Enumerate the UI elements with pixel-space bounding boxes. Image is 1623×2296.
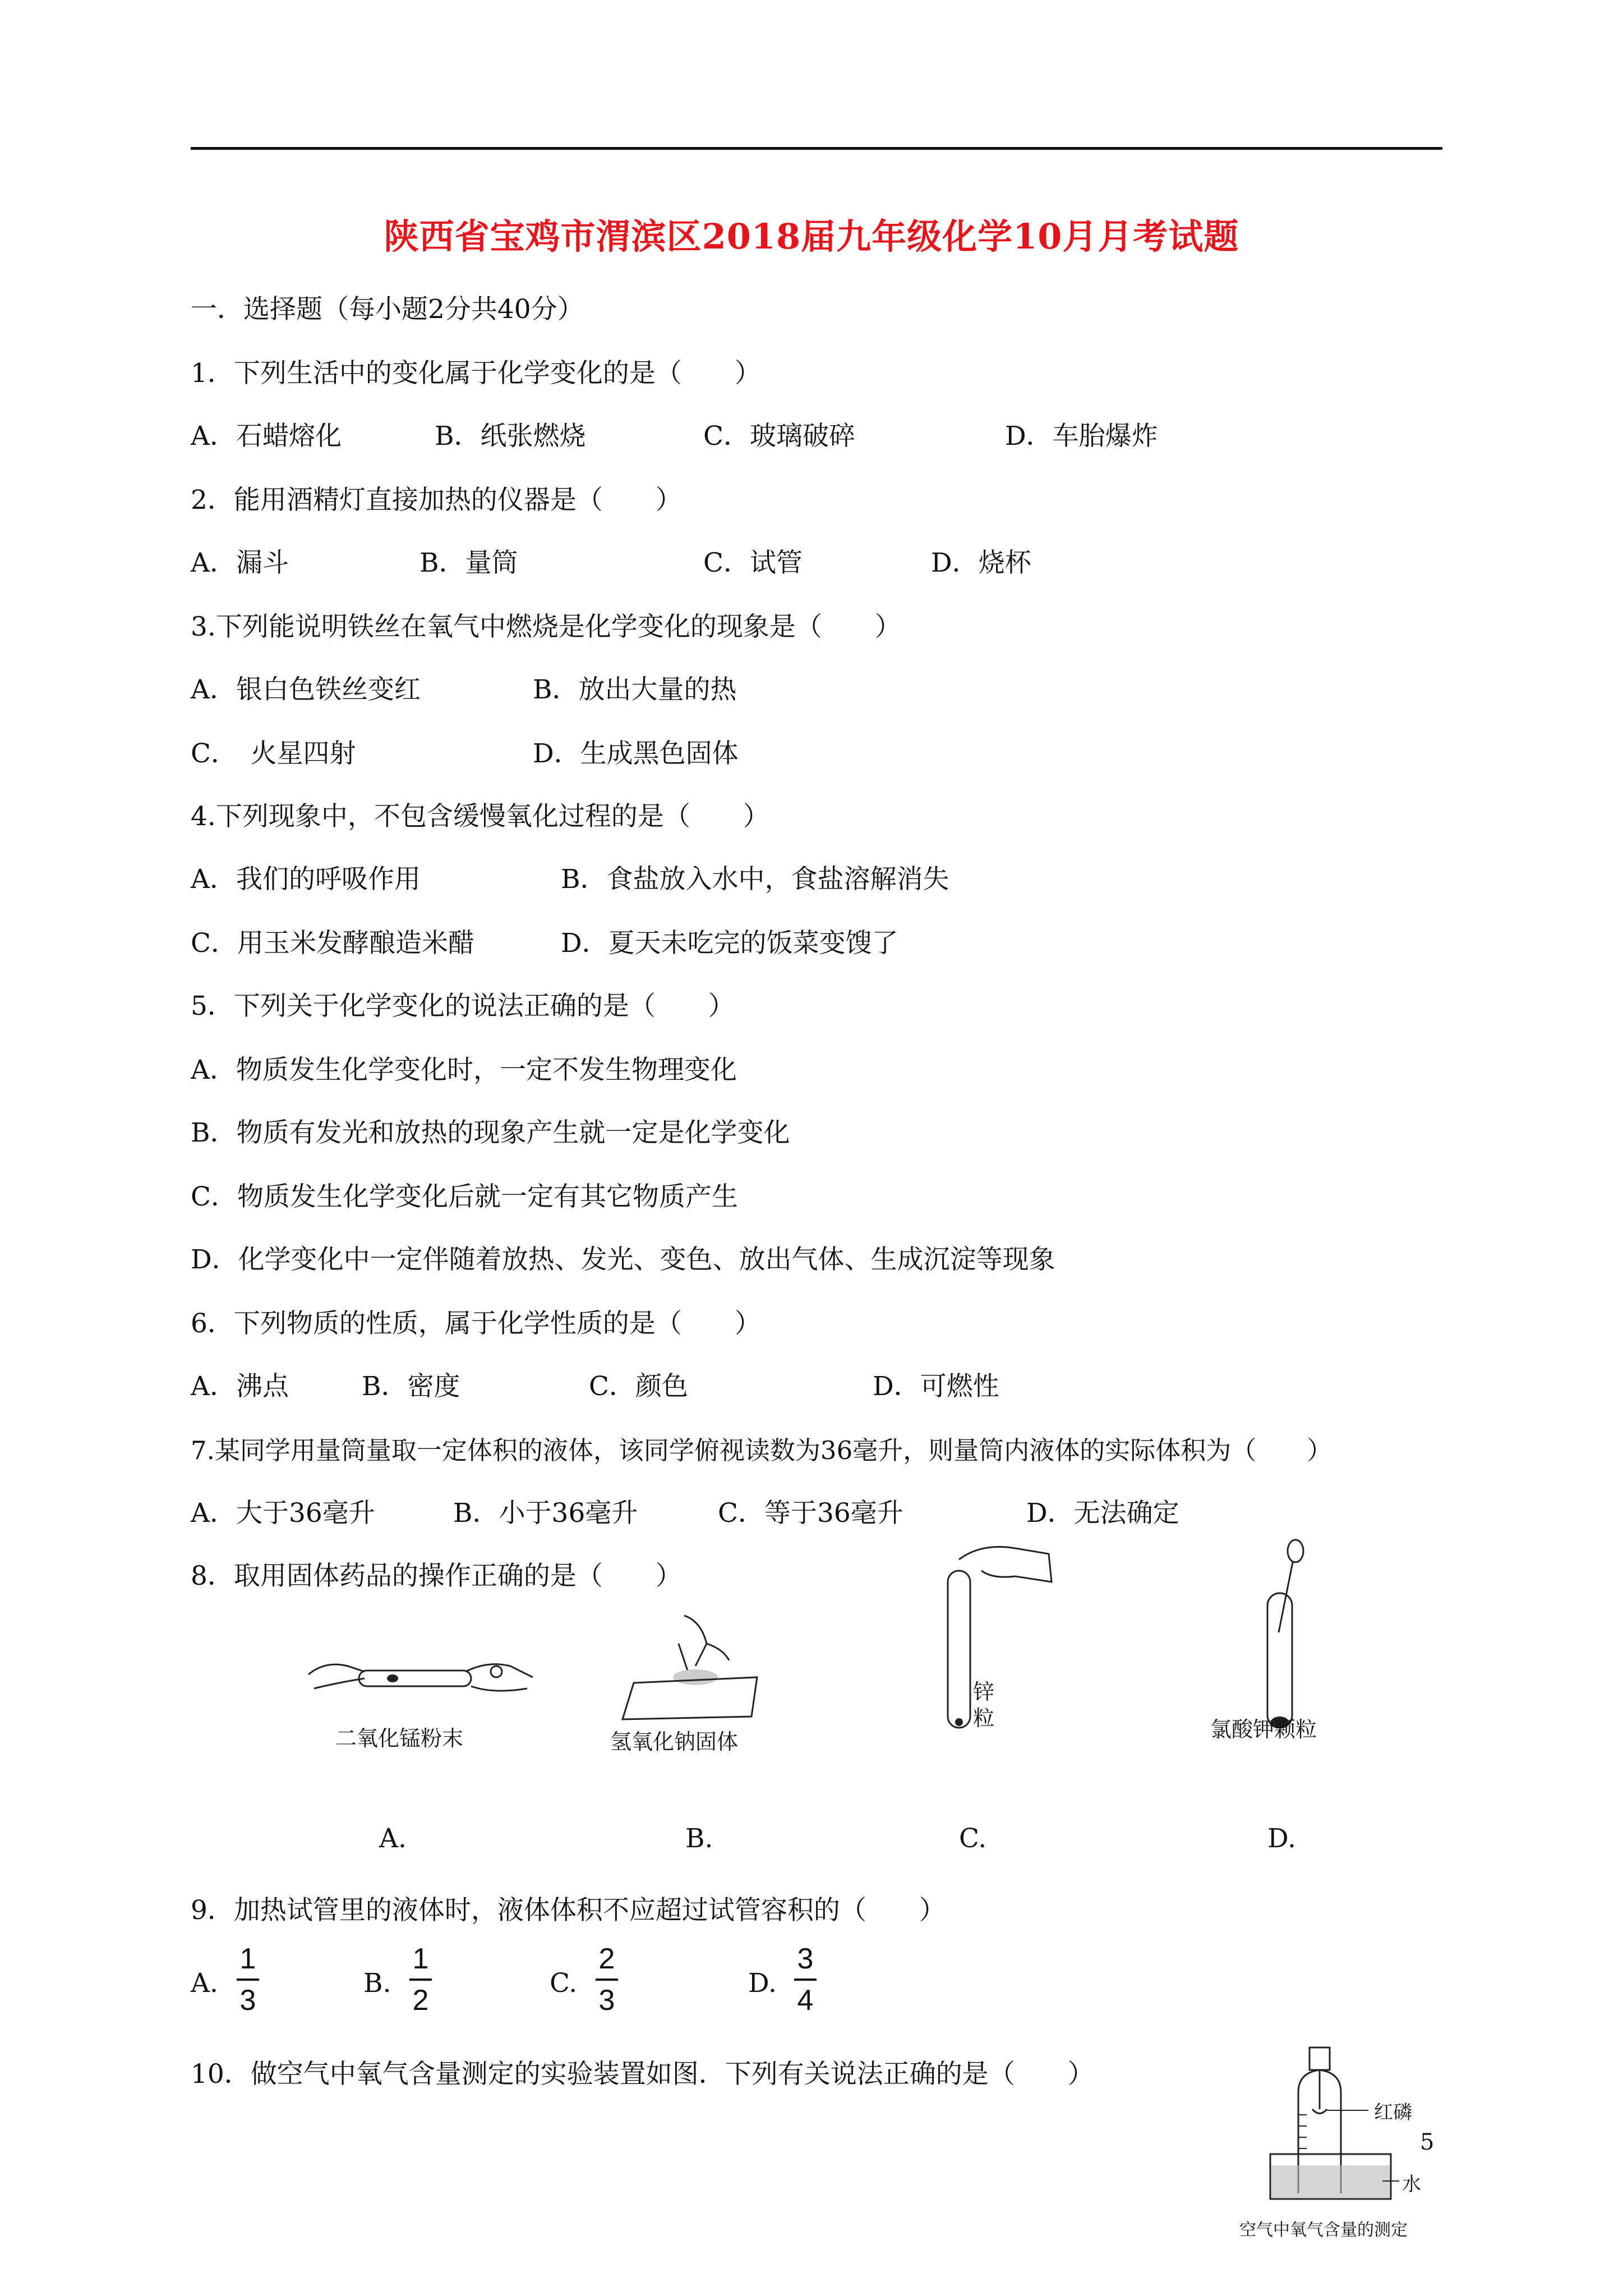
q2-option-d: D．烧杯	[931, 547, 1031, 578]
q4-option-c: C．用玉米发酵酿造米醋	[191, 928, 474, 959]
q1-option-b: B．纸张燃烧	[435, 421, 586, 452]
apparatus-label-red-phosphorus: 红磷	[1374, 2102, 1412, 2123]
q6-option-d: D．可燃性	[873, 1371, 999, 1402]
section-heading: 一．选择题（每小题2分共40分）	[191, 294, 584, 325]
q5-option-a: A．物质发生化学变化时，一定不发生物理变化	[191, 1055, 737, 1085]
q7-option-b: B．小于36毫升	[453, 1498, 638, 1529]
question-9-stem: 9．加热试管里的液体时，液体体积不应超过试管容积的（ ）	[191, 1895, 946, 1926]
q9-d-denominator: 4	[797, 1984, 814, 2017]
question-5-stem: 5．下列关于化学变化的说法正确的是（ ）	[191, 991, 735, 1022]
q8-option-a: A.	[379, 1823, 407, 1854]
q6-option-b: B．密度	[362, 1371, 460, 1402]
page-number: 5	[1420, 2129, 1435, 2155]
q5-option-b: B．物质有发光和放热的现象产生就一定是化学变化	[191, 1117, 790, 1148]
q1-option-d: D．车胎爆炸	[1005, 421, 1158, 452]
q5-option-c: C．物质发生化学变化后就一定有其它物质产生	[191, 1181, 738, 1212]
q7-option-d: D．无法确定	[1026, 1498, 1179, 1529]
q9-option-d: D.	[748, 1968, 777, 1999]
question-1-stem: 1．下列生活中的变化属于化学变化的是（ ）	[191, 358, 761, 389]
q8-option-d: D.	[1267, 1823, 1296, 1854]
figure-d-label: 氯酸钾颗粒	[1210, 1718, 1317, 1742]
question-10-stem: 10．做空气中氧气含量测定的实验装置如图．下列有关说法正确的是（ ）	[191, 2059, 1094, 2090]
q7-option-c: C．等于36毫升	[718, 1498, 903, 1529]
q9-option-c: C.	[550, 1968, 578, 1999]
figure-a-label: 二氧化锰粉末	[335, 1727, 464, 1751]
q1-option-a: A．石蜡熔化	[191, 421, 342, 452]
figure-b-label: 氢氧化钠固体	[610, 1731, 739, 1754]
q1-option-c: C．玻璃破碎	[703, 421, 855, 452]
q2-option-a: A．漏斗	[191, 547, 289, 578]
q9-b-numerator: 1	[412, 1943, 429, 1975]
question-8-stem: 8．取用固体药品的操作正确的是（ ）	[191, 1561, 682, 1591]
q8-option-c: C.	[959, 1823, 987, 1854]
q8-option-b: B.	[685, 1823, 713, 1854]
figure-a-powder-in-tube	[303, 1644, 538, 1717]
q3-option-d: D．生成黑色固体	[533, 738, 739, 769]
question-6-stem: 6．下列物质的性质，属于化学性质的是（ ）	[191, 1308, 761, 1339]
question-2-stem: 2．能用酒精灯直接加热的仪器是（ ）	[191, 485, 682, 516]
q6-option-a: A．沸点	[191, 1371, 289, 1402]
figure-c-label-zinc: 锌	[973, 1681, 995, 1704]
q2-option-b: B．量筒	[419, 547, 518, 578]
q3-option-c: C． 火星四射	[191, 738, 356, 769]
q7-option-a: A．大于36毫升	[191, 1498, 375, 1529]
question-3-stem: 3.下列能说明铁丝在氧气中燃烧是化学变化的现象是（ ）	[191, 611, 901, 642]
figure-c-zinc-in-tube	[937, 1537, 1060, 1739]
q9-a-fraction-bar	[237, 1978, 259, 1981]
figure-d-potassium-chlorate-in-tube	[1245, 1537, 1324, 1739]
q2-option-c: C．试管	[703, 547, 803, 578]
q9-option-b: B.	[363, 1968, 391, 1999]
apparatus-label-water: 水	[1402, 2174, 1421, 2195]
q5-option-d: D．化学变化中一定伴随着放热、发光、变色、放出气体、生成沉淀等现象	[191, 1244, 1055, 1275]
q9-d-numerator: 3	[797, 1943, 814, 1975]
q4-option-b: B．食盐放入水中，食盐溶解消失	[561, 864, 949, 895]
q9-d-fraction-bar	[794, 1978, 817, 1981]
q4-option-d: D．夏天未吃完的饭菜变馊了	[561, 928, 898, 959]
q4-option-a: A．我们的呼吸作用	[191, 864, 421, 895]
q9-option-a: A.	[191, 1968, 218, 1999]
q9-c-numerator: 2	[598, 1943, 615, 1975]
q9-c-denominator: 3	[598, 1984, 615, 2017]
page-title: 陕西省宝鸡市渭滨区2018届九年级化学10月月考试题	[384, 216, 1239, 257]
q9-c-fraction-bar	[596, 1978, 618, 1981]
figure-b-solid-on-paper	[611, 1610, 780, 1722]
question-7-stem: 7.某同学用量筒量取一定体积的液体，该同学俯视读数为36毫升，则量筒内液体的实际体积为（ ）	[191, 1435, 1332, 1465]
q9-b-fraction-bar	[409, 1978, 432, 1981]
figure-c-label-grain: 粒	[973, 1707, 995, 1731]
apparatus-caption: 空气中氧气含量的测定	[1239, 2221, 1408, 2239]
q9-a-denominator: 3	[239, 1984, 256, 2017]
question-4-stem: 4.下列现象中，不包含缓慢氧化过程的是（ ）	[191, 801, 769, 832]
q9-a-numerator: 1	[239, 1943, 256, 1975]
q9-b-denominator: 2	[412, 1984, 429, 2017]
header-rule	[191, 147, 1442, 150]
q3-option-a: A．银白色铁丝变红	[191, 674, 421, 705]
q3-option-b: B．放出大量的热	[533, 674, 737, 705]
q6-option-c: C．颜色	[589, 1371, 688, 1402]
